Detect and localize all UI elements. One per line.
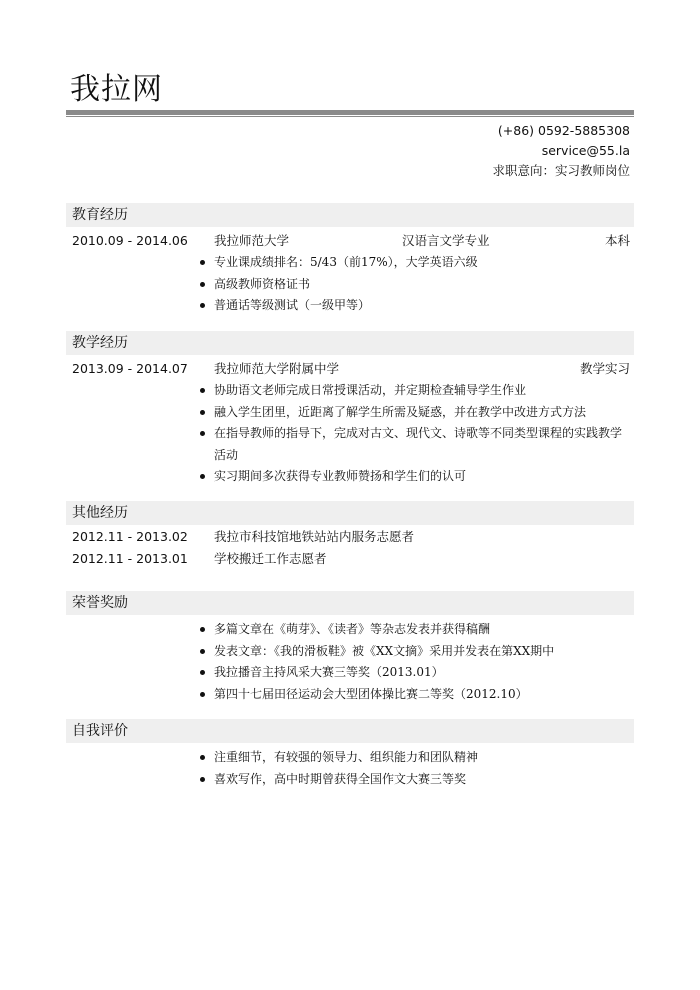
list-item: 在指导教师的指导下，完成对古文、现代文、诗歌等不同类型课程的实践教学活动 [66, 423, 634, 466]
section-title-other: 其他经历 [66, 501, 634, 525]
email-address: service@55.la [541, 143, 630, 158]
list-item: 融入学生团里，近距离了解学生所需及疑惑，并在教学中改进方式方法 [66, 402, 634, 424]
list-item: 第四十七届田径运动会大型团体操比赛二等奖（2012.10） [66, 684, 634, 706]
section-honors [66, 591, 634, 705]
teaching-role: 教学实习 [579, 361, 630, 376]
section-self [66, 719, 634, 790]
education-bullets [66, 252, 634, 317]
other-text: 学校搬迁工作志愿者 [214, 551, 327, 566]
phone-number: (+86) 0592-5885308 [497, 123, 630, 138]
list-item: 注重细节，有较强的领导力、组织能力和团队精神 [66, 747, 634, 769]
bullet-dot-icon [200, 649, 205, 654]
bullet-dot-icon [200, 282, 205, 287]
section-teaching [66, 331, 634, 488]
section-title-teaching: 教学经历 [66, 331, 634, 355]
teaching-row [66, 358, 634, 380]
honors-bullets [66, 619, 634, 705]
resume-name: 我拉网 [70, 72, 163, 107]
section-title-education: 教育经历 [66, 203, 634, 227]
other-date: 2012.11 - 2013.01 [72, 551, 188, 566]
bullet-dot-icon [200, 431, 205, 436]
list-item: 发表文章：《我的滑板鞋》被《XX文摘》采用并发表在第XX期中 [66, 641, 634, 663]
bullet-dot-icon [200, 303, 205, 308]
list-item: 多篇文章在《萌芽》、《读者》等杂志发表并获得稿酬 [66, 619, 634, 641]
section-title-honors: 荣誉奖励 [66, 591, 634, 615]
teaching-school: 我拉师范大学附属中学 [214, 361, 340, 376]
list-item: 普通话等级测试（一级甲等） [66, 295, 634, 317]
education-school: 我拉师范大学 [214, 233, 290, 248]
self-bullets [66, 747, 634, 790]
section-other [66, 501, 634, 570]
bullet-dot-icon [200, 755, 205, 760]
list-item: 专业课成绩排名：5/43（前17%），大学英语六级 [66, 252, 634, 274]
list-item: 协助语文老师完成日常授课活动，并定期检查辅导学生作业 [66, 380, 634, 402]
contact-block [492, 121, 630, 181]
other-date: 2012.11 - 2013.02 [72, 529, 188, 544]
bullet-dot-icon [200, 692, 205, 697]
bullet-dot-icon [200, 388, 205, 393]
bullet-dot-icon [200, 627, 205, 632]
bullet-dot-icon [200, 670, 205, 675]
other-text: 我拉市科技馆地铁站站内服务志愿者 [214, 529, 415, 544]
education-major: 汉语言文学专业 [402, 233, 490, 248]
bullet-dot-icon [200, 260, 205, 265]
list-item: 喜欢写作，高中时期曾获得全国作文大赛三等奖 [66, 769, 634, 791]
education-row [66, 230, 634, 252]
section-education [66, 203, 634, 317]
header-rule-thin [66, 116, 634, 117]
bullet-dot-icon [200, 474, 205, 479]
teaching-bullets [66, 380, 634, 488]
list-item: 我拉播音主持风采大赛三等奖（2013.01） [66, 662, 634, 684]
teaching-date: 2013.09 - 2014.07 [72, 361, 188, 376]
other-row [66, 548, 634, 570]
bullet-dot-icon [200, 410, 205, 415]
section-title-self: 自我评价 [66, 719, 634, 743]
list-item: 高级教师资格证书 [66, 274, 634, 296]
education-degree: 本科 [604, 233, 630, 248]
education-date: 2010.09 - 2014.06 [72, 233, 188, 248]
other-row [66, 526, 634, 548]
list-item: 实习期间多次获得专业教师赞扬和学生们的认可 [66, 466, 634, 488]
header-rule-thick [66, 110, 634, 115]
job-intent: 求职意向：实习教师岗位 [492, 163, 630, 178]
bullet-dot-icon [200, 777, 205, 782]
